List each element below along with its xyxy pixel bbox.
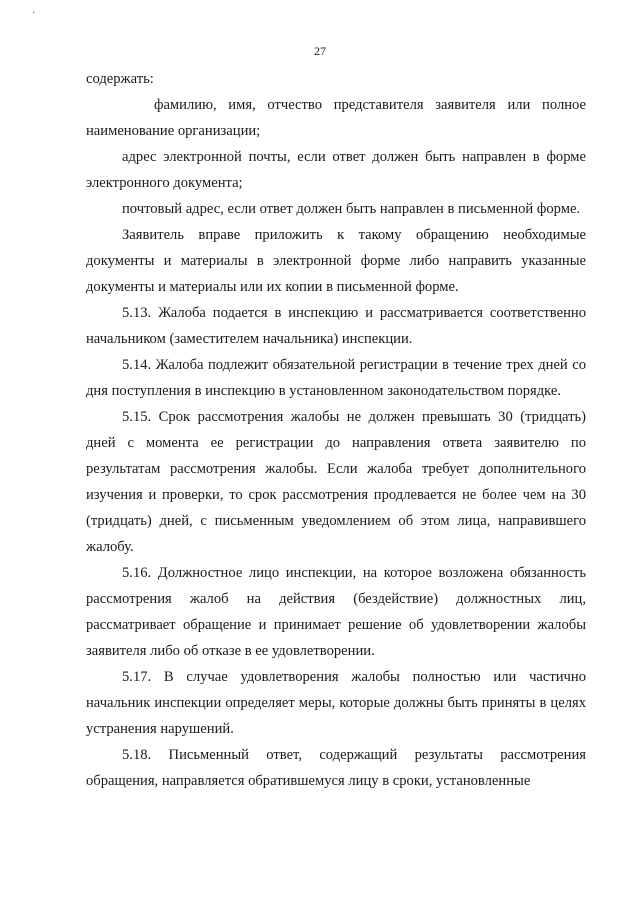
page-number: 27 bbox=[314, 44, 326, 58]
paragraph-intro: содержать: bbox=[86, 71, 154, 87]
document-body bbox=[86, 66, 586, 794]
paragraph-5-17: 5.17. В случае удовлетворения жалобы полностью или частично начальник инспекции определяет меры, которые должны быть приняты в целях устранения нарушений. bbox=[86, 669, 586, 737]
paragraph-postal: почтовый адрес, если ответ должен быть направлен в письменной форме. bbox=[122, 201, 581, 217]
corner-mark: · bbox=[32, 8, 36, 19]
paragraph-attachments: Заявитель вправе приложить к такому обращению необходимые документы и материалы в электронной форме либо направить указанные документы и материалы или их копии в письменной форме. bbox=[86, 227, 586, 295]
paragraph-5-14: 5.14. Жалоба подлежит обязательной регистрации в течение трех дней со дня поступления в инспекцию в установленном законодательством порядке. bbox=[86, 357, 586, 399]
paragraph-fio: фамилию, имя, отчество представителя заявителя или полное наименование организации; bbox=[86, 97, 586, 139]
paragraph-5-15: 5.15. Срок рассмотрения жалобы не должен превышать 30 (тридцать) дней с момента ее регистрации до направления ответа заявителю по результатам рассмотрения жалобы. Если жалоба требует дополнительного изучения и проверки, то срок рассмотрения продлевается не более чем на 30 (тридцать) дней, с письменным уведомлением об этом лица, направившего жалобу. bbox=[86, 409, 586, 555]
paragraph-5-16: 5.16. Должностное лицо инспекции, на которое возложена обязанность рассмотрения жалоб на действия (бездействие) должностных лиц, рассматривает обращение и принимает решение об удовлетворении жалобы заявителя либо об отказе в ее удовлетворении. bbox=[86, 565, 586, 659]
paragraph-5-18: 5.18. Письменный ответ, содержащий результаты рассмотрения обращения, направляется обратившемуся лицу в сроки, установленные bbox=[86, 747, 586, 789]
paragraph-5-13: 5.13. Жалоба подается в инспекцию и рассматривается соответственно начальником (заместителем начальника) инспекции. bbox=[86, 305, 586, 347]
paragraph-email: адрес электронной почты, если ответ должен быть направлен в форме электронного документа; bbox=[86, 149, 586, 191]
